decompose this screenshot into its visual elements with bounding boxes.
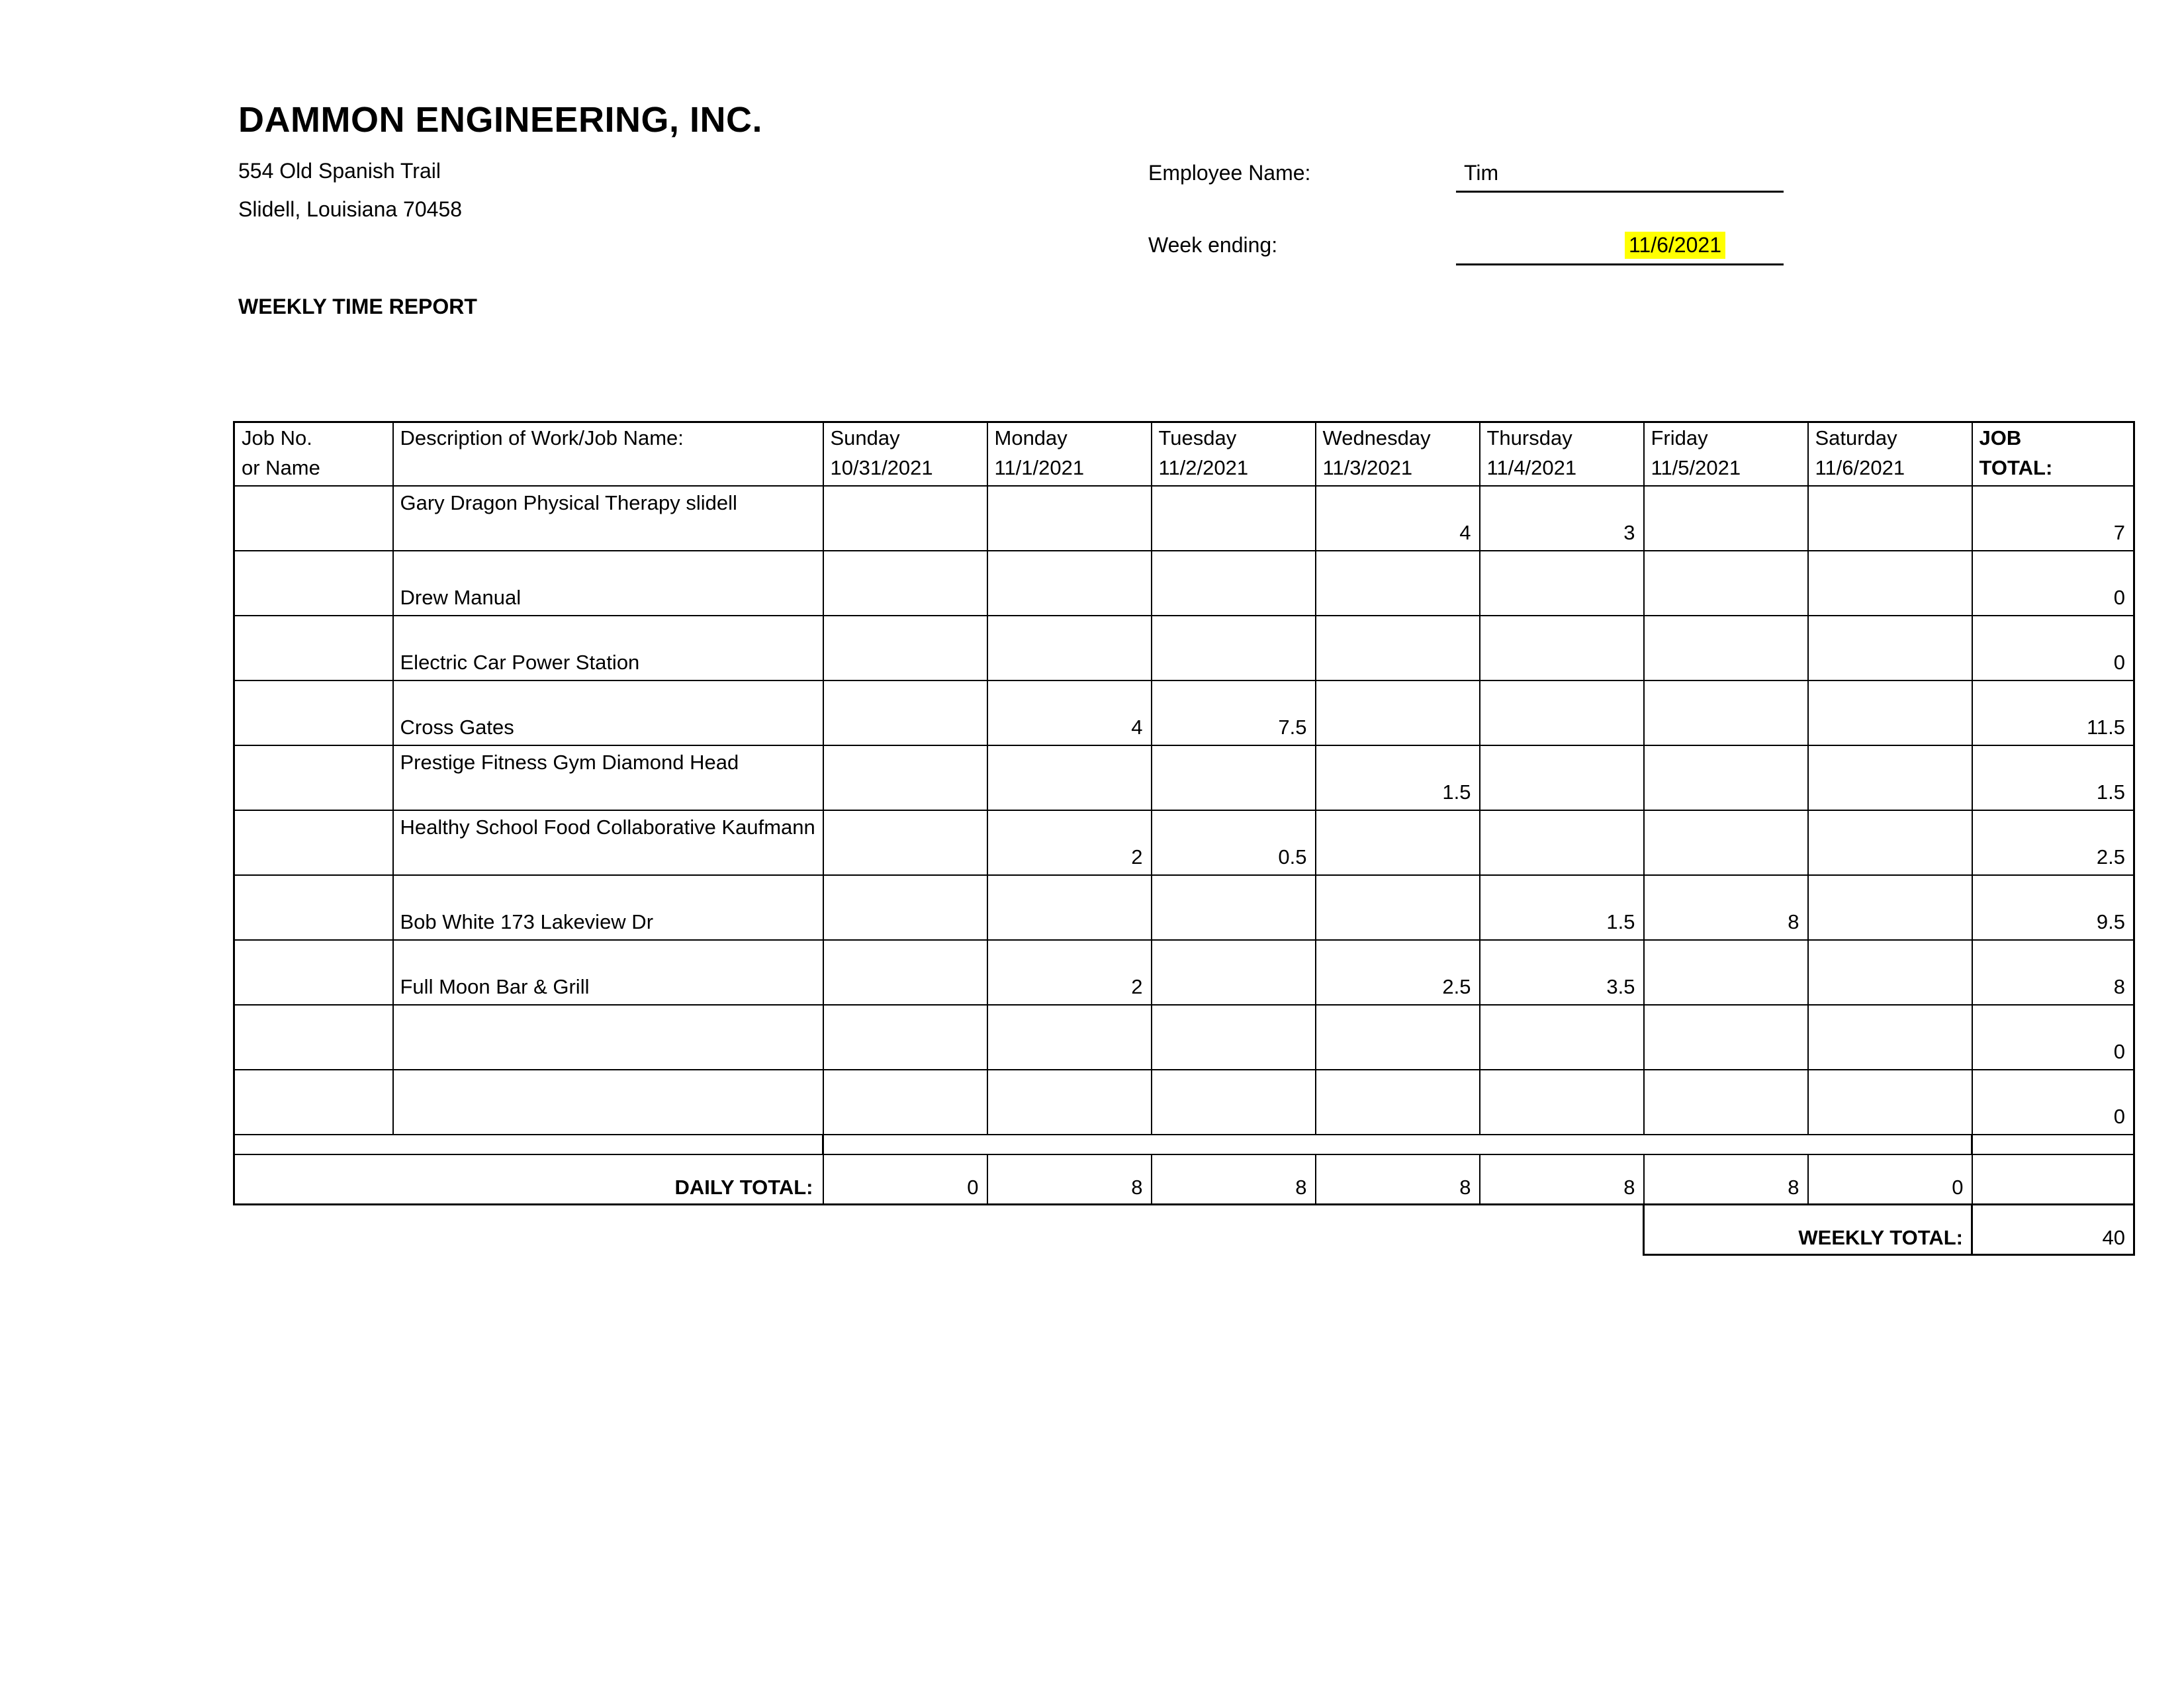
cell-thursday[interactable] [1480,616,1644,680]
week-ending-underline [1456,263,1784,265]
column-header-friday-line2: 11/5/2021 [1651,456,1741,479]
cell-wednesday[interactable] [1316,680,1480,745]
column-header-job [234,422,393,486]
cell-monday[interactable] [987,875,1152,940]
cell-monday[interactable] [987,1005,1152,1070]
cell-job-total: 0 [1972,1005,2134,1070]
weekly-time-table [233,421,2135,1256]
cell-job-no[interactable] [234,680,393,745]
daily-total-wednesday: 8 [1316,1154,1480,1205]
column-header-thursday [1480,422,1644,486]
week-ending-value[interactable]: 11/6/2021 [1625,232,1725,259]
cell-thursday[interactable] [1480,1070,1644,1135]
column-header-friday [1644,422,1808,486]
employee-name-label: Employee Name: [1148,161,1311,185]
daily-total-label: DAILY TOTAL: [234,1154,823,1205]
employee-name-value[interactable]: Tim [1464,161,1499,185]
cell-tuesday[interactable]: 7.5 [1152,680,1316,745]
spacer-left [234,1135,823,1154]
table-row [234,810,2134,875]
cell-saturday[interactable] [1808,680,1972,745]
cell-tuesday[interactable] [1152,745,1316,810]
cell-friday[interactable] [1644,616,1808,680]
cell-job-total: 2.5 [1972,810,2134,875]
cell-saturday[interactable] [1808,940,1972,1005]
cell-job-total: 0 [1972,1070,2134,1135]
column-header-saturday [1808,422,1972,486]
daily-total-sunday: 0 [823,1154,987,1205]
cell-saturday[interactable] [1808,616,1972,680]
cell-thursday[interactable] [1480,1005,1644,1070]
cell-friday[interactable] [1644,745,1808,810]
daily-total-friday: 8 [1644,1154,1808,1205]
cell-thursday[interactable]: 3 [1480,486,1644,551]
cell-wednesday[interactable] [1316,810,1480,875]
cell-wednesday[interactable] [1316,875,1480,940]
cell-sunday[interactable] [823,1070,987,1135]
cell-monday[interactable] [987,551,1152,616]
cell-saturday[interactable] [1808,486,1972,551]
spacer-mid [823,1135,1972,1154]
table-row [234,1005,2134,1070]
column-header-sunday [823,422,987,486]
cell-friday[interactable] [1644,1070,1808,1135]
cell-job-no[interactable] [234,551,393,616]
table-row [234,616,2134,680]
cell-wednesday[interactable] [1316,1005,1480,1070]
table-header [234,422,2134,486]
table-row [234,1070,2134,1135]
column-header-tuesday [1152,422,1316,486]
cell-description[interactable]: Prestige Fitness Gym Diamond Head [393,745,823,810]
cell-wednesday[interactable] [1316,616,1480,680]
cell-monday[interactable]: 2 [987,810,1152,875]
column-header-wednesday-line1: Wednesday [1322,426,1431,449]
column-header-monday [987,422,1152,486]
column-header-description-line1: Description of Work/Job Name: [400,426,684,449]
cell-description[interactable]: Healthy School Food Collaborative Kaufmann [393,810,823,875]
cell-tuesday[interactable] [1152,486,1316,551]
cell-description[interactable]: Electric Car Power Station [393,616,823,680]
weekly-total-value: 40 [1972,1205,2134,1255]
cell-thursday[interactable]: 3.5 [1480,940,1644,1005]
cell-saturday[interactable] [1808,1070,1972,1135]
weekly-total-row [234,1205,2134,1255]
column-header-monday-line1: Monday [994,426,1068,449]
column-header-job-total-line2: TOTAL: [1979,456,2053,479]
cell-job-total: 0 [1972,551,2134,616]
cell-monday[interactable] [987,745,1152,810]
cell-thursday[interactable] [1480,810,1644,875]
column-header-description [393,422,823,486]
cell-thursday[interactable] [1480,745,1644,810]
cell-description[interactable]: Cross Gates [393,680,823,745]
column-header-job-line1: Job No. [242,426,312,449]
column-header-monday-line2: 11/1/2021 [994,456,1085,479]
table-row [234,940,2134,1005]
cell-tuesday[interactable] [1152,616,1316,680]
company-name: DAMMON ENGINEERING, INC. [238,100,763,140]
cell-sunday[interactable] [823,486,987,551]
cell-monday[interactable]: 2 [987,940,1152,1005]
cell-monday[interactable]: 4 [987,680,1152,745]
cell-description[interactable]: Drew Manual [393,551,823,616]
column-header-tuesday-line2: 11/2/2021 [1158,456,1249,479]
cell-tuesday[interactable]: 0.5 [1152,810,1316,875]
cell-saturday[interactable] [1808,745,1972,810]
cell-monday[interactable] [987,486,1152,551]
column-header-tuesday-line1: Tuesday [1158,426,1237,449]
cell-friday[interactable] [1644,680,1808,745]
report-title: WEEKLY TIME REPORT [238,295,477,318]
cell-sunday[interactable] [823,1005,987,1070]
table-row [234,745,2134,810]
cell-monday[interactable] [987,1070,1152,1135]
cell-friday[interactable] [1644,486,1808,551]
cell-job-no[interactable] [234,1005,393,1070]
cell-description[interactable] [393,1070,823,1135]
cell-job-total: 1.5 [1972,745,2134,810]
company-address-line2: Slidell, Louisiana 70458 [238,197,463,221]
cell-sunday[interactable] [823,616,987,680]
column-header-wednesday-line2: 11/3/2021 [1322,456,1413,479]
company-address-line1: 554 Old Spanish Trail [238,159,441,183]
cell-wednesday[interactable] [1316,1070,1480,1135]
cell-wednesday[interactable]: 1.5 [1316,745,1480,810]
cell-description[interactable] [393,1005,823,1070]
cell-friday[interactable] [1644,810,1808,875]
daily-total-thursday: 8 [1480,1154,1644,1205]
cell-thursday[interactable]: 1.5 [1480,875,1644,940]
column-header-sunday-line2: 10/31/2021 [830,456,933,479]
column-header-job-line2: or Name [242,456,320,479]
column-header-thursday-line1: Thursday [1486,426,1572,449]
weekly-total-label: WEEKLY TOTAL: [1644,1205,1972,1255]
cell-monday[interactable] [987,616,1152,680]
column-header-saturday-line2: 11/6/2021 [1815,456,1905,479]
column-header-friday-line1: Friday [1651,426,1708,449]
cell-job-no[interactable] [234,616,393,680]
column-header-thursday-line2: 11/4/2021 [1486,456,1577,479]
cell-friday[interactable] [1644,940,1808,1005]
cell-job-total: 9.5 [1972,875,2134,940]
cell-wednesday[interactable]: 4 [1316,486,1480,551]
cell-job-no[interactable] [234,486,393,551]
cell-sunday[interactable] [823,745,987,810]
cell-sunday[interactable] [823,810,987,875]
cell-wednesday[interactable]: 2.5 [1316,940,1480,1005]
cell-sunday[interactable] [823,940,987,1005]
cell-tuesday[interactable] [1152,1070,1316,1135]
cell-job-no[interactable] [234,745,393,810]
cell-description[interactable]: Gary Dragon Physical Therapy slidell [393,486,823,551]
daily-total-tuesday: 8 [1152,1154,1316,1205]
cell-saturday[interactable] [1808,551,1972,616]
spacer-right [1972,1135,2134,1154]
cell-saturday[interactable] [1808,810,1972,875]
cell-job-no[interactable] [234,875,393,940]
cell-tuesday[interactable] [1152,940,1316,1005]
cell-job-total: 0 [1972,616,2134,680]
column-header-job-total-line1: JOB [1979,426,2022,449]
table-header-row [234,422,2134,486]
column-header-saturday-line1: Saturday [1815,426,1897,449]
cell-thursday[interactable] [1480,680,1644,745]
table-row [234,680,2134,745]
weekly-total-spacer2 [1480,1205,1644,1255]
employee-name-underline [1456,191,1784,193]
column-header-sunday-line1: Sunday [830,426,900,449]
cell-tuesday[interactable] [1152,875,1316,940]
cell-job-total: 8 [1972,940,2134,1005]
cell-job-total: 11.5 [1972,680,2134,745]
cell-job-no[interactable] [234,940,393,1005]
cell-job-no[interactable] [234,810,393,875]
cell-description[interactable]: Bob White 173 Lakeview Dr [393,875,823,940]
cell-sunday[interactable] [823,680,987,745]
cell-thursday[interactable] [1480,551,1644,616]
table-body [234,486,2134,1255]
cell-tuesday[interactable] [1152,1005,1316,1070]
daily-total-blank [1972,1154,2134,1205]
cell-saturday[interactable] [1808,1005,1972,1070]
cell-sunday[interactable] [823,551,987,616]
table-row [234,551,2134,616]
week-ending-label: Week ending: [1148,233,1278,257]
cell-saturday[interactable] [1808,875,1972,940]
daily-total-monday: 8 [987,1154,1152,1205]
cell-job-no[interactable] [234,1070,393,1135]
cell-friday[interactable]: 8 [1644,875,1808,940]
daily-total-row [234,1154,2134,1205]
table-row [234,486,2134,551]
table-row [234,875,2134,940]
cell-description[interactable]: Full Moon Bar & Grill [393,940,823,1005]
cell-job-total: 7 [1972,486,2134,551]
daily-total-saturday: 0 [1808,1154,1972,1205]
column-header-wednesday [1316,422,1480,486]
cell-sunday[interactable] [823,875,987,940]
cell-friday[interactable] [1644,551,1808,616]
table-spacer-row [234,1135,2134,1154]
cell-wednesday[interactable] [1316,551,1480,616]
cell-friday[interactable] [1644,1005,1808,1070]
cell-tuesday[interactable] [1152,551,1316,616]
weekly-total-spacer [234,1205,1480,1255]
column-header-job-total [1972,422,2134,486]
